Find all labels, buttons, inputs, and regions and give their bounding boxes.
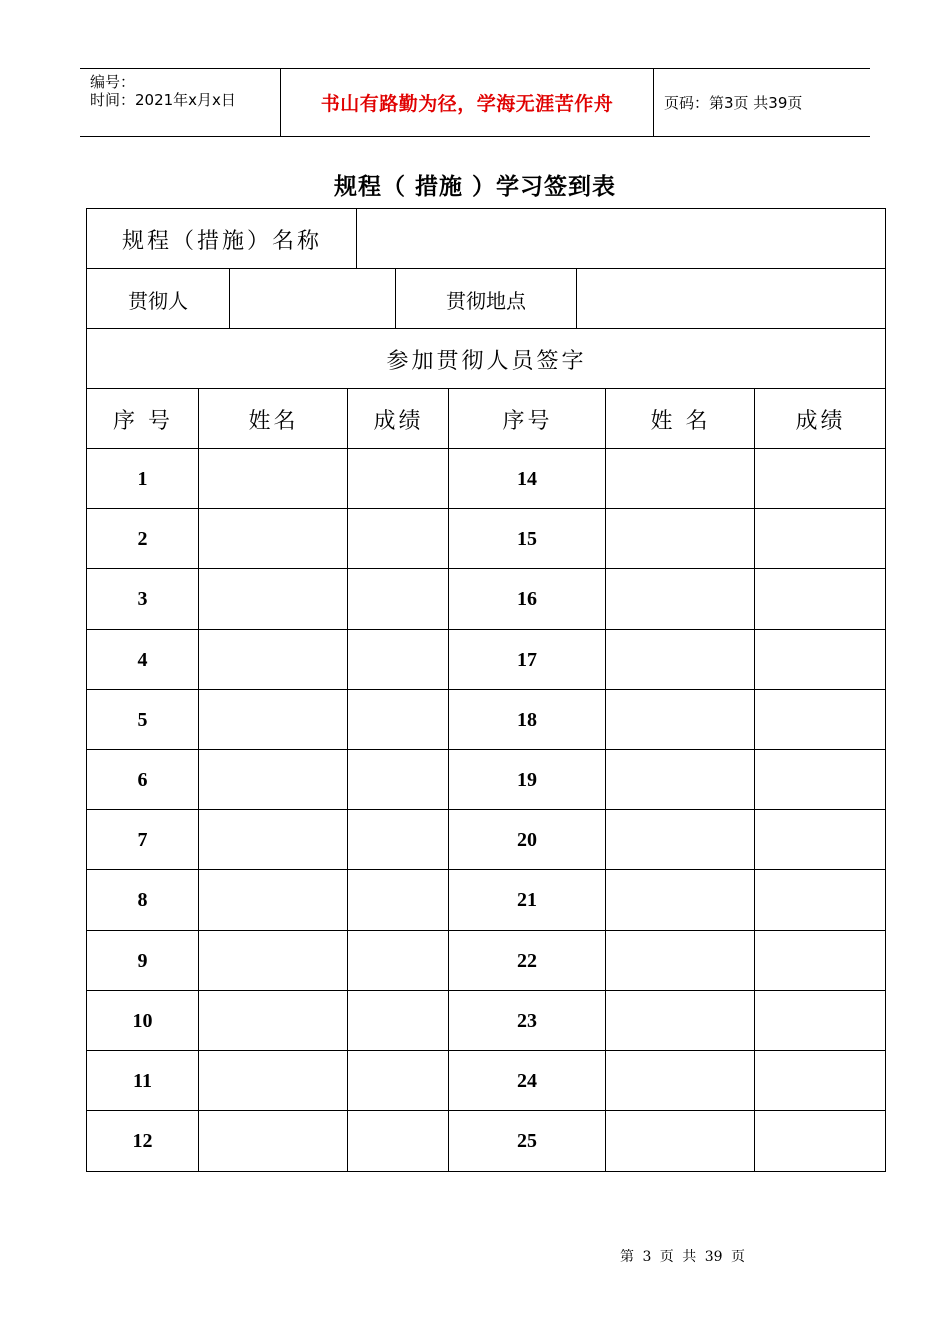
score-cell-right[interactable] (755, 449, 886, 509)
score-cell-left[interactable] (348, 870, 448, 930)
row-no-left: 11 (133, 1069, 152, 1092)
name-cell-right[interactable] (606, 630, 754, 690)
score-cell-right[interactable] (755, 991, 886, 1051)
row-no-left: 6 (137, 768, 148, 791)
name-cell-left[interactable] (199, 810, 347, 870)
row-no-right: 16 (517, 587, 537, 610)
section-title: 参加贯彻人员签字 (386, 348, 587, 374)
row-no-left: 5 (137, 708, 148, 731)
row-no-right: 14 (517, 467, 537, 490)
name-cell-right[interactable] (606, 870, 754, 930)
name-cell-right[interactable] (606, 991, 754, 1051)
row-no-right: 21 (517, 888, 537, 911)
score-cell-left[interactable] (348, 509, 448, 569)
row-no-left: 4 (137, 648, 148, 671)
procedure-name-field[interactable] (358, 209, 886, 269)
row-no-right: 23 (517, 1009, 537, 1032)
name-cell-left[interactable] (199, 1111, 347, 1171)
sign-in-table (86, 208, 886, 1172)
row-no-left: 9 (137, 949, 148, 972)
col-header-name-right: 姓 名 (650, 408, 711, 434)
name-cell-right[interactable] (606, 449, 754, 509)
score-cell-left[interactable] (348, 1051, 448, 1111)
score-cell-left[interactable] (348, 630, 448, 690)
row-no-right: 18 (517, 708, 537, 731)
header-page-info: 页码：第3页 共39页 (664, 94, 803, 112)
row-no-left: 12 (132, 1129, 153, 1152)
row-no-left: 10 (132, 1009, 153, 1032)
location-label: 贯彻地点 (446, 288, 526, 313)
score-cell-right[interactable] (755, 750, 886, 810)
row-no-left: 8 (137, 888, 148, 911)
name-cell-left[interactable] (199, 991, 347, 1051)
name-cell-left[interactable] (199, 750, 347, 810)
row-no-right: 22 (517, 949, 537, 972)
header-motto: 书山有路勤为径，学海无涯苦作舟 (320, 93, 614, 115)
page-footer: 第 3 页 共 39 页 (620, 1249, 745, 1265)
row-no-left: 7 (137, 828, 148, 851)
col-header-no-left: 序 号 (113, 408, 173, 434)
document-header (80, 68, 870, 137)
name-cell-left[interactable] (199, 630, 347, 690)
row-no-right: 19 (517, 768, 537, 791)
procedure-name-label: 规程（措施）名称 (121, 228, 322, 254)
score-cell-left[interactable] (348, 931, 448, 991)
name-cell-left[interactable] (199, 569, 347, 629)
name-cell-right[interactable] (606, 1051, 754, 1111)
score-cell-right[interactable] (755, 1051, 886, 1111)
row-no-left: 3 (137, 587, 148, 610)
name-cell-left[interactable] (199, 449, 347, 509)
name-cell-left[interactable] (199, 931, 347, 991)
score-cell-right[interactable] (755, 870, 886, 930)
name-cell-right[interactable] (606, 690, 754, 750)
score-cell-left[interactable] (348, 449, 448, 509)
row-no-left: 2 (137, 527, 148, 550)
score-cell-left[interactable] (348, 991, 448, 1051)
col-header-no-right: 序号 (502, 408, 553, 434)
score-cell-left[interactable] (348, 569, 448, 629)
page-title: 规程（ 措施 ）学习签到表 (333, 174, 616, 200)
name-cell-right[interactable] (606, 569, 754, 629)
name-cell-right[interactable] (606, 509, 754, 569)
row-no-right: 24 (517, 1069, 537, 1092)
score-cell-right[interactable] (755, 569, 886, 629)
col-header-score-left: 成绩 (373, 408, 424, 434)
score-cell-left[interactable] (348, 750, 448, 810)
row-no-right: 15 (517, 527, 537, 550)
col-header-name-left: 姓名 (248, 408, 299, 434)
score-cell-right[interactable] (755, 1111, 886, 1171)
score-cell-right[interactable] (755, 509, 886, 569)
implementer-field[interactable] (230, 269, 395, 329)
score-cell-left[interactable] (348, 1111, 448, 1171)
score-cell-right[interactable] (755, 630, 886, 690)
name-cell-left[interactable] (199, 509, 347, 569)
score-cell-left[interactable] (348, 810, 448, 870)
row-no-right: 20 (517, 828, 537, 851)
time-label: 时间：2021年x月x日 (90, 91, 236, 109)
name-cell-right[interactable] (606, 810, 754, 870)
score-cell-right[interactable] (755, 931, 886, 991)
header-meta (80, 69, 281, 136)
col-header-score-right: 成绩 (795, 408, 846, 434)
name-cell-left[interactable] (199, 1051, 347, 1111)
header-motto-cell (281, 69, 654, 136)
name-cell-right[interactable] (606, 750, 754, 810)
name-cell-right[interactable] (606, 1111, 754, 1171)
number-label: 编号： (90, 73, 136, 91)
location-field[interactable] (577, 269, 886, 329)
row-no-right: 17 (517, 648, 537, 671)
name-cell-left[interactable] (199, 690, 347, 750)
score-cell-left[interactable] (348, 690, 448, 750)
name-cell-left[interactable] (199, 870, 347, 930)
implementer-label: 贯彻人 (128, 288, 188, 313)
score-cell-right[interactable] (755, 810, 886, 870)
row-no-right: 25 (517, 1129, 537, 1152)
name-cell-right[interactable] (606, 931, 754, 991)
score-cell-right[interactable] (755, 690, 886, 750)
row-no-left: 1 (137, 467, 148, 490)
